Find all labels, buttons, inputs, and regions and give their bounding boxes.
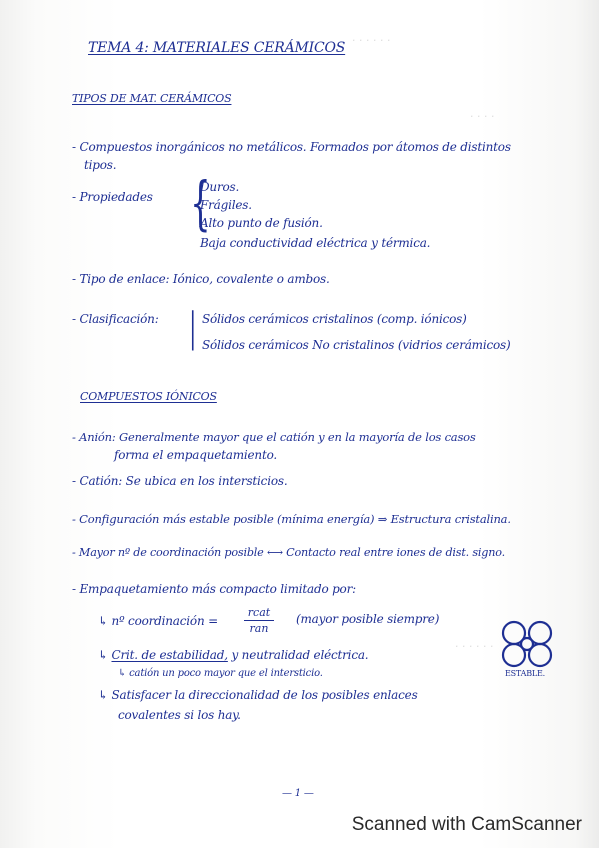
bleed-through: · · · · · · — [352, 34, 391, 47]
radius-ratio-fraction — [244, 606, 274, 635]
line-cation: - Catión: Se ubica en los intersticios. — [72, 474, 288, 488]
page-number: — 1 — — [282, 788, 314, 799]
line-compuestos: - Compuestos inorgánicos no metálicos. Formados por átomos de distintos — [72, 140, 511, 154]
propiedad-item: Alto punto de fusión. — [200, 216, 323, 230]
clasificacion-label: - Clasificación: — [72, 312, 159, 326]
fraction-denominator: ran — [249, 622, 269, 635]
fraction-bar — [244, 620, 274, 621]
page-title: TEMA 4: MATERIALES CERÁMICOS — [88, 40, 346, 56]
stable-label: ESTABLE. — [505, 669, 545, 678]
line-configuracion: - Configuración más estable posible (mínima energía) ⇒ Estructura cristalina. — [72, 512, 511, 526]
propiedades-label: - Propiedades — [72, 190, 153, 204]
sub-estabilidad-line — [98, 648, 368, 662]
left-brace-propiedades: { — [190, 169, 211, 237]
clasificacion-item: Sólidos cerámicos No cristalinos (vidrios cerámicos) — [202, 338, 511, 352]
sub-estabilidad-note: ↳ catión un poco mayor que el intersticio. — [118, 668, 323, 679]
line-empaquetamiento: - Empaquetamiento más compacto limitado por: — [72, 582, 356, 596]
arrow-icon: ↳ — [98, 648, 112, 662]
sub-coordinacion-note: (mayor posible siempre) — [296, 612, 440, 626]
line-compuestos-cont: tipos. — [84, 158, 117, 172]
section-heading-tipos: TIPOS DE MAT. CERÁMICOS — [72, 92, 232, 105]
line-enlace: - Tipo de enlace: Iónico, covalente o ambos. — [72, 272, 330, 286]
bleed-through: · · · · · · — [455, 640, 494, 653]
section-heading-ionicos: COMPUESTOS IÓNICOS — [80, 390, 217, 403]
bleed-through: · · · · — [470, 110, 495, 123]
stable-arrangement-sketch — [496, 618, 558, 670]
sub-coordinacion-label: ↳ nº coordinación = — [98, 614, 218, 628]
line-anion-cont: forma el empaquetamiento. — [114, 448, 278, 462]
vertical-bar-clasificacion: | — [189, 305, 197, 351]
sub-estabilidad-rest: y neutralidad eléctrica. — [231, 648, 369, 662]
fraction-numerator: rcat — [247, 606, 271, 619]
camscanner-watermark: Scanned with CamScanner — [351, 814, 582, 835]
sub-estabilidad-underlined: Crit. de estabilidad, — [111, 648, 228, 662]
propiedad-item: Baja conductividad eléctrica y térmica. — [200, 236, 431, 250]
cation-circle — [521, 638, 533, 650]
clasificacion-item: Sólidos cerámicos cristalinos (comp. iónicos) — [202, 312, 467, 326]
sub-direccionalidad-cont: covalentes si los hay. — [118, 708, 241, 722]
line-anion: - Anión: Generalmente mayor que el catión y en la mayoría de los casos — [72, 430, 476, 444]
line-coordinacion: - Mayor nº de coordinación posible ⟷ Contacto real entre iones de dist. signo. — [72, 546, 505, 559]
propiedad-item: Duros. — [200, 180, 240, 194]
propiedad-item: Frágiles. — [200, 198, 252, 212]
sub-direccionalidad: ↳ Satisfacer la direccionalidad de los posibles enlaces — [98, 688, 418, 702]
